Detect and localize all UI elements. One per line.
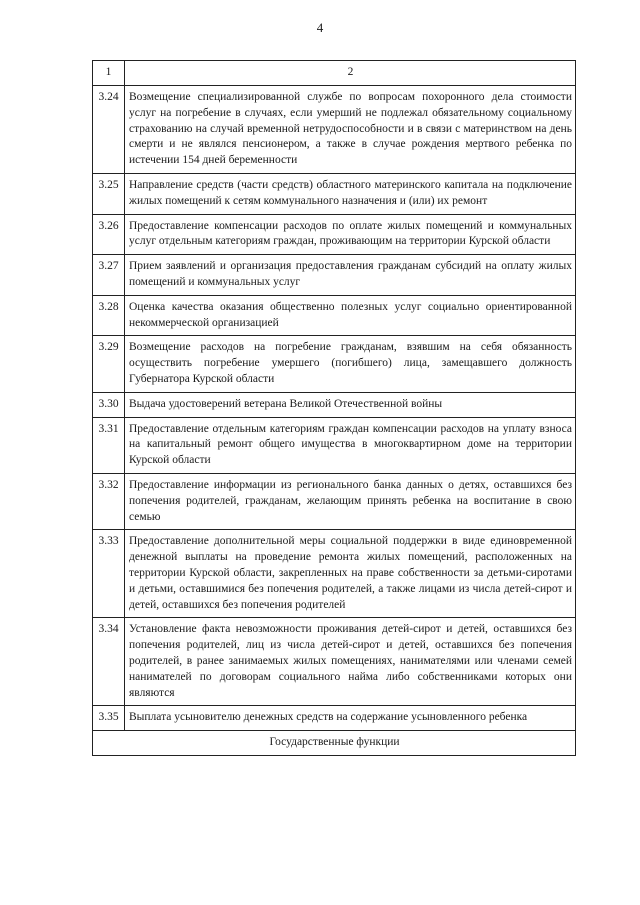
table-row [93,706,576,731]
column-header-2: 2 [125,61,576,86]
row-number: 3.32 [93,473,125,529]
row-text: Выдача удостоверений ветерана Великой Отечественной войны [125,392,576,417]
row-text: Предоставление дополнительной меры социальной поддержки в виде единовременной денежной выплаты на проведение ремонта жилых помещений, расположенных на территории Курской области, закрепленных на праве собственности за детьми-сиротами и детьми, оставшимися без попечения родителей, а также лицами из числа детей-сирот и детей, оставшихся без попечения родителей [125,530,576,618]
row-number: 3.33 [93,530,125,618]
services-table [92,60,576,756]
row-text: Направление средств (части средств) областного материнского капитала на подключение жилых помещений к сетям коммунального назначения и (или) их ремонт [125,173,576,214]
column-header-1: 1 [93,61,125,86]
table-row [93,214,576,255]
row-number: 3.29 [93,336,125,392]
table-row [93,392,576,417]
row-number: 3.27 [93,255,125,296]
table-row [93,618,576,706]
section-footer-row [93,731,576,756]
table-header-row [93,61,576,86]
table-row [93,255,576,296]
row-text: Предоставление информации из регионального банка данных о детях, оставшихся без попечения родителей, гражданам, желающим принять ребенка на воспитание в свою семью [125,473,576,529]
table-row [93,173,576,214]
row-number: 3.30 [93,392,125,417]
row-text: Прием заявлений и организация предоставления гражданам субсидий на оплату жилых помещений и коммунальных услуг [125,255,576,296]
table-row [93,530,576,618]
row-number: 3.35 [93,706,125,731]
row-text: Оценка качества оказания общественно полезных услуг социально ориентированной некоммерческой организацией [125,295,576,336]
table-row [93,86,576,174]
row-number: 3.25 [93,173,125,214]
page-number: 4 [316,20,324,35]
row-text: Возмещение специализированной службе по вопросам похоронного дела стоимости услуг на погребение в случаях, если умерший не подлежал обязательному социальному страхованию на случай временной нетрудоспособности и в связи с материнством на день смерти и не являлся пенсионером, а также в случае рождения мертвого ребенка по истечении 154 дней беременности [125,86,576,174]
row-number: 3.34 [93,618,125,706]
row-number: 3.26 [93,214,125,255]
table-row [93,473,576,529]
row-number: 3.28 [93,295,125,336]
row-number: 3.31 [93,417,125,473]
row-text: Возмещение расходов на погребение гражданам, взявшим на себя обязанность осуществить погребение умершего (погибшего) лица, замещавшего должность Губернатора Курской области [125,336,576,392]
table-row [93,417,576,473]
row-text: Выплата усыновителю денежных средств на содержание усыновленного ребенка [125,706,576,731]
section-title: Государственные функции [93,731,576,756]
row-text: Предоставление отдельным категориям граждан компенсации расходов на уплату взноса на капитальный ремонт общего имущества в многоквартирном доме на территории Курской области [125,417,576,473]
row-text: Установление факта невозможности проживания детей-сирот и детей, оставшихся без попечения родителей, лиц из числа детей-сирот и детей, оставшихся без попечения родителей, в ранее занимаемых жилых помещениях, нанимателями или членами семей нанимателей по договорам социального найма либо собственниками которых они являются [125,618,576,706]
table-row [93,295,576,336]
row-number: 3.24 [93,86,125,174]
row-text: Предоставление компенсации расходов по оплате жилых помещений и коммунальных услуг отдельным категориям граждан, проживающим на территории Курской области [125,214,576,255]
table-row [93,336,576,392]
